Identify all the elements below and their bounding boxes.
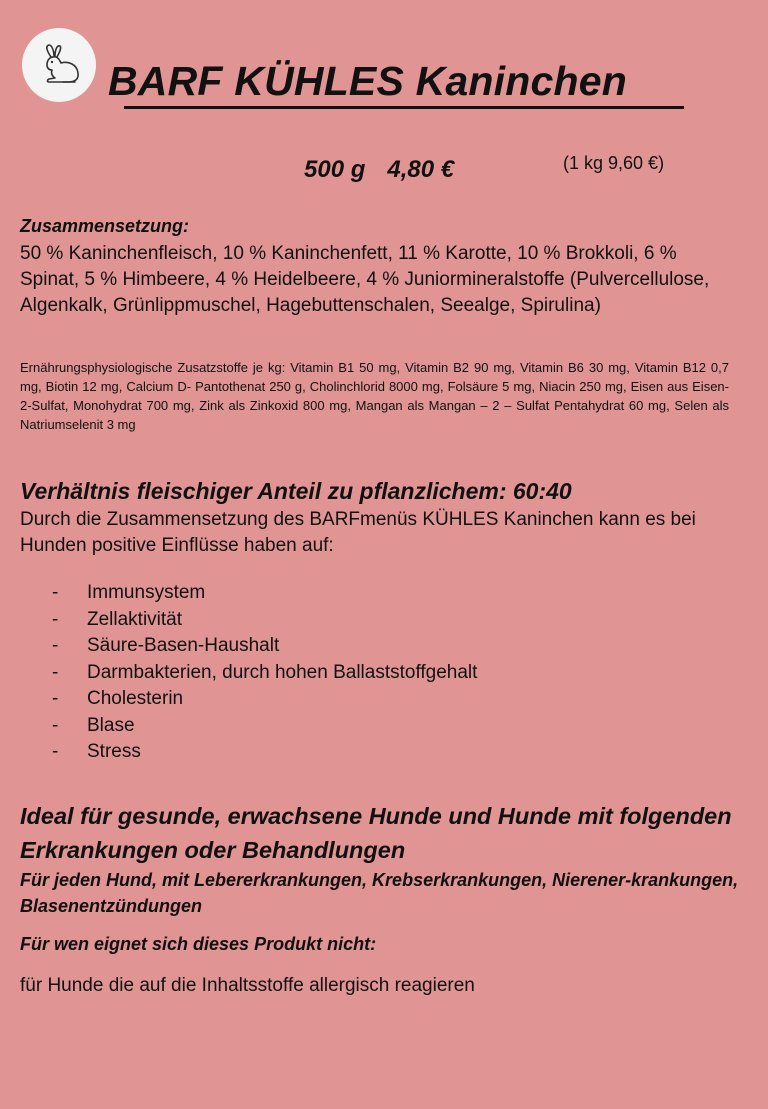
ideal-heading: Ideal für gesunde, erwachsene Hunde und Hunde mit folgenden Erkrankungen oder Behandlungen xyxy=(20,803,732,863)
ratio-heading: Verhältnis fleischiger Anteil zu pflanzlichem: 60:40 xyxy=(20,478,572,504)
ratio-intro: Durch die Zusammensetzung des BARFmenüs KÜHLES Kaninchen kann es bei Hunden positive Einflüsse haben auf: xyxy=(20,509,696,556)
ideal-conditions: Für jeden Hund, mit Lebererkrankungen, Krebserkrankungen, Nierener-krankungen, Blasenentzündungen xyxy=(20,870,739,916)
not-suitable-text: für Hunde die auf die Inhaltsstoffe allergisch reagieren xyxy=(20,975,475,996)
list-item: - Säure-Basen-Haushalt xyxy=(52,635,280,656)
page-title: BARF KÜHLES Kaninchen xyxy=(108,58,628,104)
package-weight: 500 g xyxy=(304,156,366,183)
package-price: 4,80 € xyxy=(387,156,455,183)
list-item: - Stress xyxy=(52,741,141,762)
list-item: - Blase xyxy=(52,714,135,736)
logo-badge xyxy=(22,28,96,102)
not-suitable-label: Für wen eignet sich dieses Produkt nicht: xyxy=(20,934,377,954)
title-underline xyxy=(124,106,684,109)
rabbit-icon xyxy=(35,43,83,87)
additives-text: Ernährungsphysiologische Zusatzstoffe je kg: Vitamin B1 50 mg, Vitamin B2 90 mg, Vitamin B6 30 mg, Vitamin B12 0,7 mg, Biotin 12 mg, Calcium D- Pantothenat 250 g, Cholinchlorid 8000 mg, Folsäure 5 mg, Niacin 250 mg, Eisen aus Eisen-2-Sulfat, Monohydrat 700 mg, Zink als Zinkoxid 800 mg, Mangan als Mangan – 2 – Sulfat Pentahydrat 60 mg, Selen als Natriumselenit 3 mg xyxy=(20,360,729,432)
list-item: - Zellaktivität xyxy=(52,608,183,630)
price-line xyxy=(304,156,454,184)
list-item: - Darmbakterien, durch hohen Ballaststoffgehalt xyxy=(52,661,478,683)
list-item: - Cholesterin xyxy=(52,688,184,709)
benefits-list xyxy=(0,580,477,766)
composition-text: 50 % Kaninchenfleisch, 10 % Kaninchenfett, 11 % Karotte, 10 % Brokkoli, 6 % Spinat, 5 % Himbeere, 4 % Heidelbeere, 4 % Juniormineralstoffe (Pulvercellulose, Algenkalk, Grünlippmuschel, Hagebuttenschalen, Seealge, Spirulina) xyxy=(20,243,710,316)
price-per-kg: (1 kg 9,60 €) xyxy=(563,153,665,173)
composition-label: Zusammensetzung: xyxy=(20,216,190,236)
list-item: - Immunsystem xyxy=(52,582,206,603)
